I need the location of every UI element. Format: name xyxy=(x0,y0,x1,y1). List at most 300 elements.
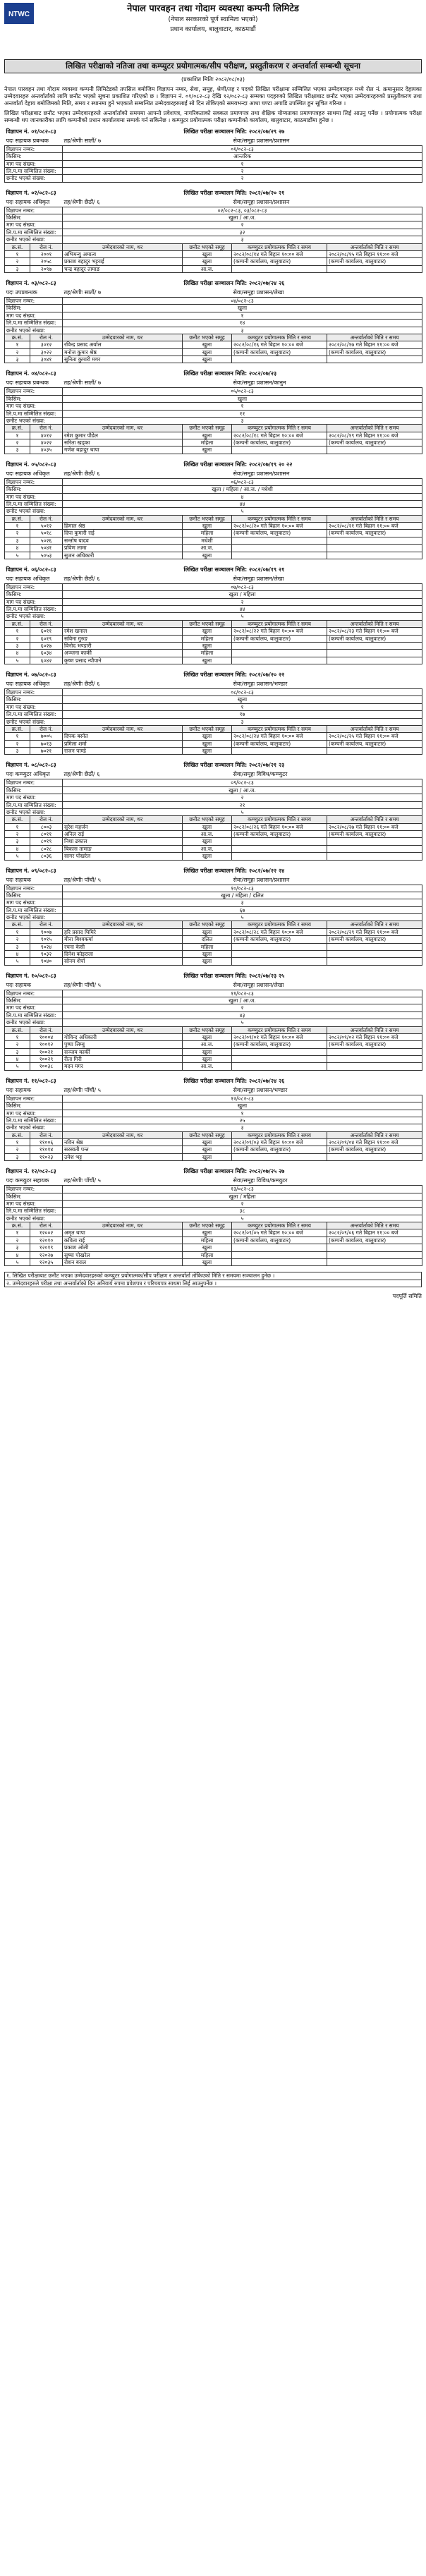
selected-count-row-value: ३ xyxy=(63,327,422,334)
candidate-cell: ४ xyxy=(5,845,30,852)
col-roll: रोल नं. xyxy=(30,1026,63,1033)
candidate-cell: खुला xyxy=(183,838,232,845)
post-value: कम्प्युटर सहायक xyxy=(15,1177,49,1184)
vacancy-no xyxy=(5,760,183,770)
level-value: पाँचौं/ ५ xyxy=(84,981,101,988)
section-heading xyxy=(5,866,422,876)
post-count-row-value: २ xyxy=(63,1004,422,1011)
candidate-cell: २०८२/०८/२० गते बिहान १०:०० बजे xyxy=(232,523,327,530)
candidate-cell: ५ xyxy=(5,657,30,664)
participant-count-row-label: लि.प.मा सम्मिलित संख्या: xyxy=(5,1117,63,1124)
candidate-cell: ३०१२ xyxy=(30,341,63,348)
selected-count-row-label: छनौट भएको संख्या: xyxy=(5,1019,63,1026)
candidate-row xyxy=(5,1048,422,1055)
candidate-row xyxy=(5,1258,422,1265)
candidate-cell xyxy=(232,845,327,852)
candidate-cell xyxy=(327,853,422,860)
post-count-row-value: २ xyxy=(63,1200,422,1207)
candidate-cell: ३०४१ xyxy=(30,356,63,363)
vacancy-no-value: ०७/०८२-८३ xyxy=(31,672,56,678)
candidate-row xyxy=(5,1251,422,1258)
candidate-cell: २०८२/०८/१८ गते बिहान १०:०० बजे xyxy=(232,432,327,439)
post-count-row-value: १ xyxy=(63,703,422,710)
candidate-cell: महिला xyxy=(183,635,232,642)
post-count-row xyxy=(5,1004,422,1011)
candidate-row xyxy=(5,642,422,649)
vacancy-no-value: ०१/०८२-८३ xyxy=(31,128,56,135)
candidate-cell xyxy=(327,642,422,649)
candidate-cell: सविना गुरुङ xyxy=(63,635,183,642)
service-value: विविध/कम्प्युटर xyxy=(256,771,288,778)
vacancy-no-value: ०६/०८२-८३ xyxy=(31,566,56,573)
service-value: विविध/कम्प्युटर xyxy=(256,1177,288,1184)
post-count-row-value: २ xyxy=(63,598,422,605)
candidate-cell: ५०१२ xyxy=(30,523,63,530)
candidate-cell: २०८२/०८/१९ गते बिहान ११:०० बजे xyxy=(327,432,422,439)
candidate-cell: १००१२ xyxy=(30,1041,63,1048)
candidate-row xyxy=(5,958,422,965)
candidate-cell: प्रविण लामा xyxy=(63,545,183,552)
service-label: सेवा/समूहः xyxy=(233,379,255,387)
candidate-cell: प्रकाश ओली xyxy=(63,1244,183,1251)
col-interview: अन्तर्वार्ताको मिति र समय xyxy=(327,243,422,250)
candidate-cell: खुला xyxy=(183,1258,232,1265)
post-count-row-value: १ xyxy=(63,403,422,410)
section-subheading xyxy=(5,198,422,207)
vacancy-no-value: ०८/०८२-८३ xyxy=(31,762,56,769)
candidate-cell xyxy=(327,958,422,965)
kisim-row-value: खुला / महिला xyxy=(63,1193,422,1200)
kisim-row-label: किसिम: xyxy=(5,305,63,312)
section-heading xyxy=(5,188,422,198)
section-level xyxy=(63,1177,232,1186)
vacancy-row xyxy=(5,388,422,395)
exam-date xyxy=(183,279,422,288)
candidate-cell: महिला xyxy=(183,1237,232,1244)
participant-count-row xyxy=(5,410,422,417)
section-service xyxy=(232,470,422,479)
candidate-cell: (कम्पनी कार्यालय, बालुवाटार) xyxy=(327,258,422,265)
candidate-cell xyxy=(232,650,327,657)
candidate-row xyxy=(5,1146,422,1153)
candidate-row xyxy=(5,831,422,838)
candidate-row xyxy=(5,530,422,537)
post-label: पदः xyxy=(6,1177,13,1184)
section-subheading xyxy=(5,379,422,388)
candidate-cell: ५ xyxy=(5,1258,30,1265)
section-level xyxy=(63,470,232,479)
candidate-cell: २ xyxy=(5,530,30,537)
candidate-cell: ७०१३ xyxy=(30,740,63,747)
vacancy-section xyxy=(0,565,426,664)
candidate-cell: ५ xyxy=(5,853,30,860)
kisim-row-label: किसिम: xyxy=(5,395,63,402)
vacancy-no-label: विज्ञापन नं. xyxy=(6,280,30,286)
candidate-cell: खुला xyxy=(183,348,232,356)
candidate-cell: २०८२/०८/२७ गते बिहान ११:०० बजे xyxy=(327,823,422,830)
level-value: पाँचौं/ ५ xyxy=(84,876,101,883)
vacancy-section xyxy=(0,866,426,966)
col-roll: रोल नं. xyxy=(30,725,63,732)
col-roll: रोल नं. xyxy=(30,515,63,522)
service-label: सेवा/समूहः xyxy=(233,137,255,144)
vacancy-table xyxy=(4,188,422,273)
selected-count-row-value: ३ xyxy=(63,417,422,424)
candidate-cell xyxy=(327,1244,422,1251)
post-label: पदः xyxy=(6,379,13,387)
section-level xyxy=(63,680,232,689)
candidate-cell: ४ xyxy=(5,650,30,657)
candidate-row xyxy=(5,1153,422,1160)
col-selected_group: छनौट भएको समूह xyxy=(183,425,232,432)
candidate-cell: ६०११ xyxy=(30,628,63,635)
vacancy-section xyxy=(0,1076,426,1161)
candidate-cell: २ xyxy=(5,1146,30,1153)
section-service xyxy=(232,1086,422,1095)
section-service xyxy=(232,379,422,388)
candidate-cell: २०९७ xyxy=(30,265,63,272)
candidate-cell: (कम्पनी कार्यालय, बालुवाटार) xyxy=(327,831,422,838)
candidate-cell xyxy=(232,356,327,363)
col-selected_group: छनौट भएको समूह xyxy=(183,515,232,522)
candidate-cell xyxy=(232,1153,327,1160)
candidate-cell: खुला xyxy=(183,258,232,265)
section-post xyxy=(5,137,63,146)
candidate-cell xyxy=(327,356,422,363)
post-count-row xyxy=(5,598,422,605)
col-name: उम्मेदवारको नाम, थर xyxy=(63,725,183,732)
vacancy-no xyxy=(5,866,183,876)
notes-table xyxy=(4,1272,422,1287)
candidate-cell: २०८२/०९/०१ गते बिहान १०:०० बजे xyxy=(232,1033,327,1040)
section-post xyxy=(5,575,63,584)
candidate-cell: १ xyxy=(5,823,30,830)
candidate-cell: गोविन्द अधिकारी xyxy=(63,1033,183,1040)
candidate-cell: खुला xyxy=(183,1139,232,1146)
post-value: सहायक अधिकृत xyxy=(15,575,50,582)
exam-date-label: लिखित परीक्षा सञ्चालन मिति: xyxy=(183,1077,248,1084)
vacancy-no xyxy=(5,670,183,680)
vacancy-no xyxy=(5,971,183,981)
level-value: पाँचौं/ ५ xyxy=(84,1177,101,1184)
col-interview: अन्तर्वार्ताको मिति र समय xyxy=(327,334,422,341)
candidate-cell: दिपा कुमारी राई xyxy=(63,530,183,537)
candidate-cell: २०८२/०८/१५ गते बिहान ११:०० बजे xyxy=(327,250,422,257)
candidate-cell: विनोद भण्डारी xyxy=(63,642,183,649)
vacancy-no-value: ११/०८२-८३ xyxy=(31,1077,56,1084)
candidate-cell: १ xyxy=(5,1139,30,1146)
candidate-row xyxy=(5,1041,422,1048)
candidate-cell xyxy=(232,1251,327,1258)
candidate-cell: २ xyxy=(5,258,30,265)
col-sn: क्र.सं. xyxy=(5,725,30,732)
candidate-cell: २ xyxy=(5,348,30,356)
kisim-row-label: किसिम: xyxy=(5,214,63,221)
selected-count-row xyxy=(5,914,422,921)
col-name: उम्मेदवारको नाम, थर xyxy=(63,1222,183,1229)
selected-count-row-value: ५ xyxy=(63,1215,422,1222)
section-subheading xyxy=(5,680,422,689)
section-level xyxy=(63,981,232,990)
candidate-cell: ८००३ xyxy=(30,823,63,830)
participant-count-row-label: लि.प.मा सम्मिलित संख्या: xyxy=(5,1208,63,1215)
selected-count-row-label: छनौट भएको संख्या: xyxy=(5,1124,63,1131)
participant-count-row-value: २५ xyxy=(63,1117,422,1124)
candidate-row xyxy=(5,341,422,348)
vacancy-no-label: विज्ञापन नं. xyxy=(6,461,30,468)
candidate-cell xyxy=(232,545,327,552)
candidate-cell: (कम्पनी कार्यालय, बालुवाटार) xyxy=(327,439,422,446)
col-interview: अन्तर्वार्ताको मिति र समय xyxy=(327,1131,422,1138)
section-level xyxy=(63,575,232,584)
candidate-cell: खुला xyxy=(183,1244,232,1251)
kisim-row-label: किसिम: xyxy=(5,997,63,1004)
candidate-header xyxy=(5,1131,422,1138)
candidate-cell: २०८२/०८/२४ गते बिहान १०:०० बजे xyxy=(232,733,327,740)
exam-date-value: २०८२/०७/१९ २० २२ xyxy=(249,461,293,468)
post-label: पदः xyxy=(6,681,13,687)
section-service xyxy=(232,1177,422,1186)
post-count-row-label: माग पद संख्या: xyxy=(5,598,63,605)
vacancy-row xyxy=(5,298,422,305)
candidate-cell: सोनम शेर्पा xyxy=(63,958,183,965)
candidate-cell: गणेश बहादुर थापा xyxy=(63,446,183,454)
candidate-cell: २०८२/०८/२६ गते बिहान १०:०० बजे xyxy=(232,823,327,830)
candidate-cell: ३ xyxy=(5,537,30,544)
col-computer: कम्प्युटर प्रयोगात्मक मिति र समय xyxy=(232,425,327,432)
post-count-row xyxy=(5,794,422,801)
exam-date-label: लिखित परीक्षा सञ्चालन मिति: xyxy=(183,867,248,874)
candidate-cell: खुला xyxy=(183,1048,232,1055)
candidate-cell: ९०२४ xyxy=(30,943,63,950)
section-heading xyxy=(5,760,422,770)
vacancy-no-label: विज्ञापन नं. xyxy=(6,762,30,769)
candidate-cell: ४ xyxy=(5,1251,30,1258)
candidate-cell: सरस्वती पन्त xyxy=(63,1146,183,1153)
post-label: पदः xyxy=(6,137,13,144)
level-label: तह/श्रेणीः xyxy=(63,470,83,477)
candidate-cell: ३०२२ xyxy=(30,348,63,356)
candidate-cell xyxy=(327,1063,422,1070)
exam-date-value: २०८२/०७/२९ २७ xyxy=(249,128,285,135)
selected-count-row xyxy=(5,236,422,243)
vacancy-row-label: विज्ञापन नम्बर: xyxy=(5,145,63,152)
col-sn: क्र.सं. xyxy=(5,1222,30,1229)
kisim-row-label: किसिम: xyxy=(5,1102,63,1110)
candidate-cell: ८०१९ xyxy=(30,838,63,845)
vacancy-table xyxy=(4,1076,422,1161)
kisim-row-value: खुला xyxy=(63,1102,422,1110)
candidate-cell: ७०२१ xyxy=(30,748,63,755)
level-value: सातौं/ ७ xyxy=(84,379,102,387)
col-computer: कम्प्युटर प्रयोगात्मक मिति र समय xyxy=(232,1222,327,1229)
candidate-cell: (कम्पनी कार्यालय, बालुवाटार) xyxy=(327,740,422,747)
candidate-cell: मधेशी xyxy=(183,537,232,544)
candidate-cell: १०००४ xyxy=(30,1033,63,1040)
candidate-cell: सन्तोष यादव xyxy=(63,537,183,544)
section-level xyxy=(63,770,232,779)
candidate-cell: (कम्पनी कार्यालय, बालुवाटार) xyxy=(232,530,327,537)
service-value: प्रशासन/भण्डार xyxy=(256,681,288,687)
selected-count-row xyxy=(5,175,422,182)
candidate-cell: ५ xyxy=(5,1063,30,1070)
col-interview: अन्तर्वार्ताको मिति र समय xyxy=(327,1026,422,1033)
candidate-cell xyxy=(327,950,422,957)
header xyxy=(0,0,426,56)
participant-count-row xyxy=(5,606,422,613)
participant-count-row xyxy=(5,711,422,718)
vacancy-row-value: ०४/०८२-८३ xyxy=(63,298,422,305)
col-selected_group: छनौट भएको समूह xyxy=(183,334,232,341)
selected-count-row xyxy=(5,613,422,620)
candidate-cell: सुजन अधिकारी xyxy=(63,552,183,559)
vacancy-row-label: विज्ञापन नम्बर: xyxy=(5,583,63,590)
candidate-cell: खुला xyxy=(183,1153,232,1160)
vacancy-section xyxy=(0,127,426,183)
section-heading xyxy=(5,971,422,981)
kisim-row xyxy=(5,486,422,493)
post-label: पदः xyxy=(6,771,13,778)
participant-count-row xyxy=(5,1011,422,1019)
candidate-cell: (कम्पनी कार्यालय, बालुवाटार) xyxy=(232,258,327,265)
candidate-cell: ५०१८ xyxy=(30,530,63,537)
candidate-cell: १२००२ xyxy=(30,1229,63,1237)
vacancy-row xyxy=(5,207,422,214)
level-label: तह/श्रेणीः xyxy=(63,575,83,582)
kisim-row-label: किसिम: xyxy=(5,486,63,493)
post-label: पदः xyxy=(6,198,13,205)
candidate-cell: अमृत थापा xyxy=(63,1229,183,1237)
candidate-cell xyxy=(232,1258,327,1265)
section-subheading xyxy=(5,876,422,885)
candidate-cell: (कम्पनी कार्यालय, बालुवाटार) xyxy=(232,831,327,838)
candidate-cell: खुला xyxy=(183,748,232,755)
candidate-row xyxy=(5,733,422,740)
vacancy-row xyxy=(5,885,422,892)
vacancy-no xyxy=(5,369,183,379)
col-name: उम्मेदवारको नाम, थर xyxy=(63,921,183,928)
company-subtitle: (नेपाल सरकारको पूर्ण स्वामित्व भएको) xyxy=(168,16,258,24)
candidate-cell: २०८२/०८/२५ गते बिहान ११:०० बजे xyxy=(327,733,422,740)
level-label: तह/श्रेणीः xyxy=(63,981,83,988)
selected-count-row xyxy=(5,327,422,334)
service-label: सेवा/समूहः xyxy=(233,681,255,687)
candidate-cell: १००३८ xyxy=(30,1063,63,1070)
exam-date-value: २०८२/०७/२० २१ xyxy=(249,189,285,196)
candidate-cell: २ xyxy=(5,1041,30,1048)
selected-count-row-label: छनौट भएको संख्या: xyxy=(5,914,63,921)
service-value: प्रशासन/प्रशासन xyxy=(256,876,290,883)
kisim-row-value: खुला xyxy=(63,696,422,703)
col-interview: अन्तर्वार्ताको मिति र समय xyxy=(327,425,422,432)
candidate-row xyxy=(5,446,422,454)
section-heading xyxy=(5,279,422,288)
post-count-row xyxy=(5,1200,422,1207)
candidate-cell: (कम्पनी कार्यालय, बालुवाटार) xyxy=(327,936,422,943)
kisim-row-label: किसिम: xyxy=(5,591,63,598)
candidate-cell: मदन मगर xyxy=(63,1063,183,1070)
candidate-cell: ६०३४ xyxy=(30,650,63,657)
candidate-cell xyxy=(327,838,422,845)
candidate-cell: राजन पाण्डे xyxy=(63,748,183,755)
candidate-cell: ५०४१ xyxy=(30,545,63,552)
candidate-cell: (कम्पनी कार्यालय, बालुवाटार) xyxy=(327,635,422,642)
vacancy-section xyxy=(0,670,426,755)
candidate-cell: रविन्द्र प्रसाद अर्याल xyxy=(63,341,183,348)
vacancy-no xyxy=(5,460,183,470)
post-count-row-label: माग पद संख्या: xyxy=(5,1110,63,1117)
selected-count-row-value: ५ xyxy=(63,613,422,620)
kisim-row-value: खुला xyxy=(63,305,422,312)
candidate-cell: मनोज कुमार श्रेष्ठ xyxy=(63,348,183,356)
candidate-row xyxy=(5,740,422,747)
candidate-cell: २०८२/०८/१७ गते बिहान ११:०० बजे xyxy=(327,341,422,348)
col-selected_group: छनौट भएको समूह xyxy=(183,620,232,627)
candidate-cell: ११०१४ xyxy=(30,1146,63,1153)
participant-count-row-value: १७ xyxy=(63,711,422,718)
participant-count-row-value: ११ xyxy=(63,410,422,417)
candidate-cell xyxy=(232,853,327,860)
col-interview: अन्तर्वार्ताको मिति र समय xyxy=(327,1222,422,1229)
post-label: पदः xyxy=(6,876,13,883)
candidate-cell: (कम्पनी कार्यालय, बालुवाटार) xyxy=(232,635,327,642)
exam-date-value: २०८२/०७/२४ २६ xyxy=(249,280,285,286)
post-label: पदः xyxy=(6,470,13,477)
col-name: उम्मेदवारको नाम, थर xyxy=(63,620,183,627)
participant-count-row xyxy=(5,906,422,913)
candidate-cell: ७००५ xyxy=(30,733,63,740)
service-label: सेवा/समूहः xyxy=(233,575,255,582)
vacancy-row-label: विज्ञापन नम्बर: xyxy=(5,207,63,214)
candidate-cell xyxy=(327,1056,422,1063)
candidate-row xyxy=(5,265,422,272)
candidate-row xyxy=(5,1244,422,1251)
vacancy-row-value: ०९/०८२-८३ xyxy=(63,779,422,786)
section-post xyxy=(5,876,63,885)
vacancy-row-value: ०२/०८२-८३, ०३/०८२-८३ xyxy=(63,207,422,214)
vacancy-row-label: विज्ञापन नम्बर: xyxy=(5,990,63,997)
participant-count-row xyxy=(5,320,422,327)
post-count-row xyxy=(5,312,422,319)
exam-date-value: २०८२/०७/२१ २३ xyxy=(249,762,285,769)
col-sn: क्र.सं. xyxy=(5,334,30,341)
vacancy-no-value: ०३/०८२-८३ xyxy=(31,280,56,286)
candidate-cell: निशा ढकाल xyxy=(63,838,183,845)
exam-date xyxy=(183,369,422,379)
candidate-cell: रमेश खनाल xyxy=(63,628,183,635)
candidate-cell: सरिता खड्का xyxy=(63,439,183,446)
col-name: उम्मेदवारको नाम, थर xyxy=(63,334,183,341)
section-service xyxy=(232,680,422,689)
candidate-cell: ८०११ xyxy=(30,831,63,838)
col-selected_group: छनौट भएको समूह xyxy=(183,725,232,732)
vacancy-table xyxy=(4,460,422,559)
candidate-cell: खुला xyxy=(183,733,232,740)
signature: पदपूर्ति समिति xyxy=(392,1293,422,1299)
col-sn: क्र.सं. xyxy=(5,620,30,627)
post-count-row-label: माग पद संख्या: xyxy=(5,493,63,500)
vacancy-table xyxy=(4,971,422,1071)
candidate-cell xyxy=(232,838,327,845)
vacancy-row-value: ०६/०८२-८३ xyxy=(63,478,422,485)
kisim-row xyxy=(5,591,422,598)
participant-count-row-value: १४ xyxy=(63,320,422,327)
post-count-row xyxy=(5,221,422,229)
candidate-cell xyxy=(327,650,422,657)
candidate-cell: २ xyxy=(5,1237,30,1244)
participant-count-row-label: लि.प.मा सम्मिलित संख्या: xyxy=(5,606,63,613)
post-value: उपप्रबन्धक xyxy=(15,289,37,296)
